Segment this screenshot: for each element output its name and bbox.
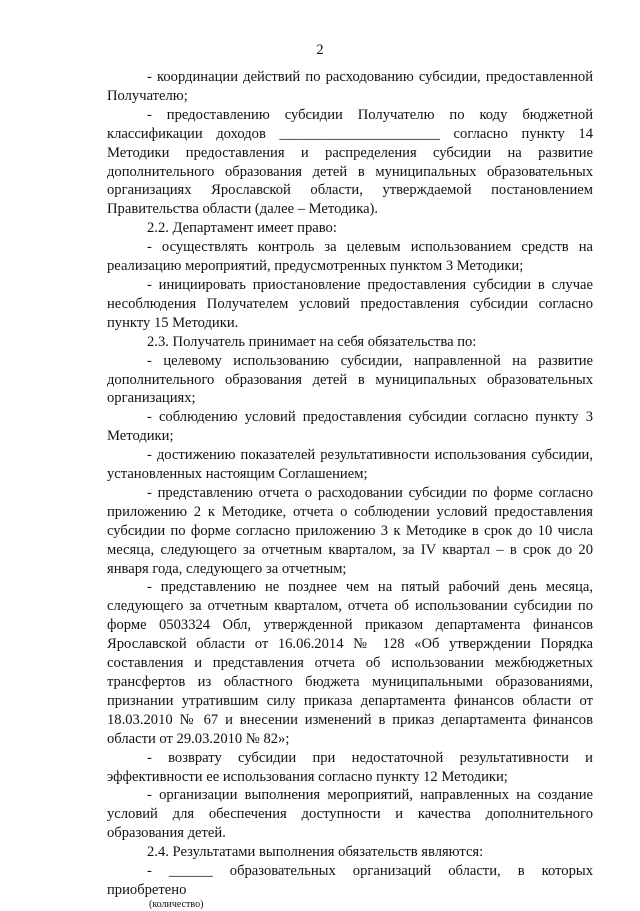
- paragraph: - координации действий по расходованию субсидии, предоставленной Получателю;: [107, 69, 593, 104]
- paragraph: 2.2. Департамент имеет право:: [147, 220, 337, 237]
- paragraph: - представлению не позднее чем на пятый рабочий день месяца, следующего за отчетным кварталом, отчета об использовании субсидии по форме 0503324 Обл, утвержденной приказом департамента финансов Ярославской области от 16.06.2014 № 128 «Об утверждении Порядка составления и представления отчета об использовании межбюджетных трансфертов из областного бюджета муниципальными образованиями, признании утратившим силу приказа департамента финансов области от 18.03.2010 № 67 и внесении изменений в приказ департамента финансов области от 29.03.2010 № 82»;: [107, 579, 593, 747]
- paragraph: - представлению отчета о расходовании субсидии по форме согласно приложению 2 к Методике, отчета о соблюдении условий предоставления субсидии по форме согласно приложению 3 к Методике в срок до 10 числа месяца, следующего за отчетным кварталом, за IV квартал – в срок до 20 января года, следующего за отчетным;: [107, 484, 593, 577]
- paragraph: - инициировать приостановление предоставления субсидии в случае несоблюдения Получателем условий предоставления субсидии согласно пункту 15 Методики.: [107, 276, 593, 331]
- paragraph: 2.3. Получатель принимает на себя обязательства по:: [147, 333, 477, 350]
- paragraph: 2.4. Результатами выполнения обязательств являются:: [147, 844, 484, 861]
- paragraph: - предоставлению субсидии Получателю по коду бюджетной классификации доходов ______________________ согласно пункту 14 Методики предоставления и распределения субсидии на развитие дополнительного образования детей в муниципальных образовательных организациях Ярославской области, утверждаемой постановлением Правительства области (далее – Методика).: [107, 106, 593, 218]
- paragraph: - организации выполнения мероприятий, направленных на создание условий для обеспечения доступности и качества дополнительного образования детей.: [107, 787, 593, 842]
- paragraph: - целевому использованию субсидии, направленной на развитие дополнительного образования детей в муниципальных образовательных организациях;: [107, 352, 593, 407]
- page-number: 2: [316, 42, 324, 58]
- paragraph: - осуществлять контроль за целевым использованием средств на реализацию мероприятий, предусмотренных пунктом 3 Методики;: [107, 239, 593, 275]
- paragraph: - ______ образовательных организаций области, в которых приобретено: [107, 863, 593, 898]
- document-body: [107, 68, 593, 911]
- field-caption: (количество): [149, 898, 204, 910]
- paragraph: - возврату субсидии при недостаточной результативности и эффективности ее использования согласно пункту 12 Методики;: [107, 749, 593, 785]
- paragraph: - достижению показателей результативности использования субсидии, установленных настоящим Соглашением;: [107, 447, 593, 483]
- paragraph: - соблюдению условий предоставления субсидии согласно пункту 3 Методики;: [107, 409, 593, 445]
